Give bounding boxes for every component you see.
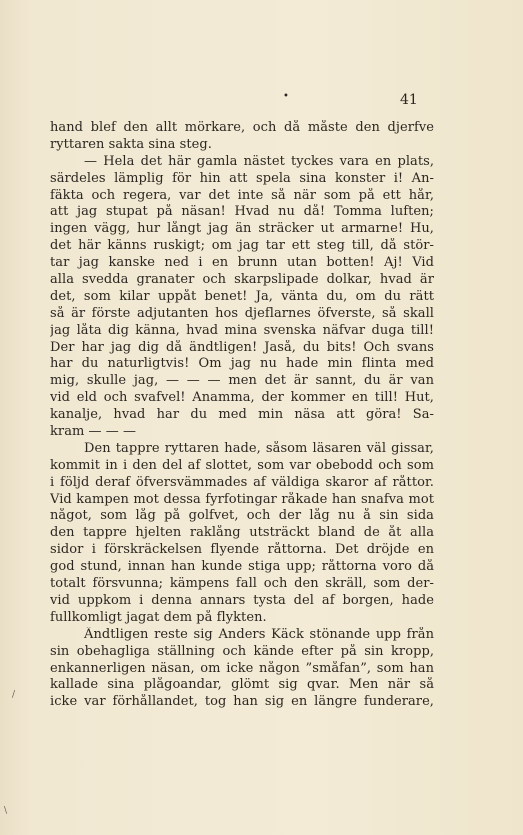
text-line: så är förste adjutanten hos djeflarnes öfverste, så skall <box>50 305 434 321</box>
text-line: särdeles lämplig för hin att spela sina konster i! An- <box>50 170 434 186</box>
text-line: totalt försvunna; kämpens fall och den skräll, som der- <box>50 576 434 592</box>
text-line: Ändtligen reste sig Anders Käck stönande upp från <box>84 626 434 642</box>
text-line: i följd deraf öfversvämmades af väldiga skaror af råttor. <box>50 474 434 490</box>
text-line: god stund, innan han kunde stiga upp; råttorna voro då <box>50 559 434 575</box>
page-number: 41 <box>400 92 418 108</box>
text-line: ryttaren sakta sina steg. <box>50 136 212 152</box>
text-line: jag låta dig känna, hvad mina svenska näfvar duga till! <box>50 322 434 338</box>
text-line: icke var förhållandet, tog han sig en längre funderare, <box>50 694 434 710</box>
text-line: sidor i förskräckelsen flyende råttorna. Det dröjde en <box>50 542 434 558</box>
text-line: enkannerligen näsan, om icke någon ”småfan”, som han <box>50 660 434 676</box>
text-line: sin obehagliga ställning och kände efter på sin kropp, <box>50 643 434 659</box>
text-line: ingen vägg, hur långt jag än sträcker ut armarne! Hu, <box>50 221 434 237</box>
text-line: kram — — — <box>50 424 137 440</box>
text-line: — Hela det här gamla nästet tyckes vara en plats, <box>84 153 434 169</box>
text-line: har du naturligtvis! Om jag nu hade min flinta med <box>50 356 434 372</box>
text-line: hand blef den allt mörkare, och då måste den djerfve <box>50 120 434 135</box>
text-line: Der har jag dig då ändtligen! Jaså, du bits! Och svans <box>50 339 434 355</box>
body-text <box>50 120 434 711</box>
text-line: fullkomligt jagat dem på flykten. <box>50 609 267 625</box>
text-line: den tappre hjelten raklång utsträckt bland de åt alla <box>50 525 434 541</box>
text-line: alla svedda granater och skarpslipade dolkar, hvad är <box>50 272 434 288</box>
text-line: vid uppkom i denna annars tysta del af borgen, hade <box>50 592 434 608</box>
text-line: kallade sina plågoandar, glömt sig qvar. Men när så <box>50 677 434 693</box>
text-line: att jag stupat på näsan! Hvad nu då! Tomma luften; <box>50 204 434 220</box>
printed-dot: • <box>283 91 289 102</box>
margin-mark: / <box>12 690 16 700</box>
text-line: kanalje, hvad har du med min näsa att göra! Sa- <box>50 407 434 423</box>
text-line: vid eld och svafvel! Anamma, der kommer en till! Hut, <box>50 390 434 406</box>
text-line: fäkta och regera, var det inte så när som på ett hår, <box>50 187 434 203</box>
text-line: kommit in i den del af slottet, som var obebodd och som <box>50 457 434 473</box>
text-line: det här känns ruskigt; om jag tar ett steg till, då stör- <box>50 238 434 254</box>
text-line: det, som kilar uppåt benet! Ja, vänta du, om du rätt <box>50 288 434 304</box>
corner-mark: \ <box>4 806 8 816</box>
text-line: Vid kampen mot dessa fyrfotingar råkade han snafva mot <box>50 491 434 507</box>
text-line: Den tappre ryttaren hade, såsom läsaren väl gissar, <box>84 440 434 456</box>
text-line: mig, skulle jag, — — — men det är sannt, du är van <box>50 373 434 389</box>
text-line: något, som låg på golfvet, och der låg nu å sin sida <box>50 508 434 524</box>
text-line: tar jag kanske ned i en brunn utan botten! Aj! Vid <box>50 255 434 271</box>
